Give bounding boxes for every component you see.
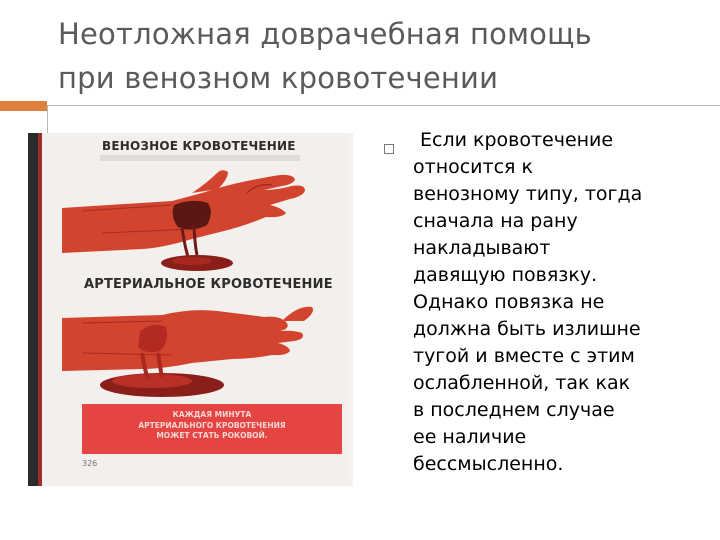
- paragraph-line: Если кровотечение: [420, 129, 614, 151]
- venous-hand-illustration: [42, 153, 347, 283]
- warning-line: МОЖЕТ СТАТЬ РОКОВОЙ.: [156, 431, 268, 440]
- paragraph-line: относится к: [413, 156, 533, 178]
- accent-bar: [0, 101, 47, 111]
- divider-line-vertical: [47, 105, 48, 135]
- divider-line: [47, 105, 720, 106]
- paragraph-line: в последнем случае: [413, 399, 615, 421]
- paragraph-line: Однако повязка не: [413, 291, 605, 313]
- paragraph-line: давящую повязку.: [413, 264, 598, 286]
- warning-line: АРТЕРИАЛЬНОГО КРОВОТЕЧЕНИЯ: [138, 420, 286, 430]
- paragraph-line: бессмысленно.: [413, 453, 564, 475]
- label-arterial-bleeding: АРТЕРИАЛЬНОЕ КРОВОТЕЧЕНИЕ: [84, 277, 333, 292]
- arterial-hand-illustration: [42, 293, 347, 413]
- illustration-bleeding-types: [28, 133, 353, 486]
- paragraph-line: должна быть излишне: [413, 318, 641, 340]
- title-line: при венозном кровотечении: [58, 61, 499, 95]
- warning-banner: [82, 404, 342, 454]
- warning-line: КАЖДАЯ МИНУТА: [172, 410, 252, 419]
- paragraph-line: ее наличие: [413, 426, 527, 448]
- illustration-page: [42, 133, 347, 486]
- paragraph-line: тугой и вместе с этим: [413, 345, 635, 367]
- square-bullet-icon: [384, 144, 394, 154]
- paragraph-line: ослабленной, так как: [413, 372, 631, 394]
- paragraph-line: венозному типу, тогда: [413, 183, 643, 205]
- paragraph-line: накладывают: [413, 237, 551, 259]
- slide-title: [58, 12, 698, 100]
- book-page-number: 326: [82, 459, 98, 468]
- paragraph-line: сначала на рану: [413, 210, 578, 232]
- label-venous-bleeding: ВЕНОЗНОЕ КРОВОТЕЧЕНИЕ: [102, 139, 296, 153]
- warning-text: [82, 410, 342, 442]
- title-line: Неотложная доврачебная помощь: [58, 17, 592, 51]
- bullet-paragraph: [413, 127, 713, 478]
